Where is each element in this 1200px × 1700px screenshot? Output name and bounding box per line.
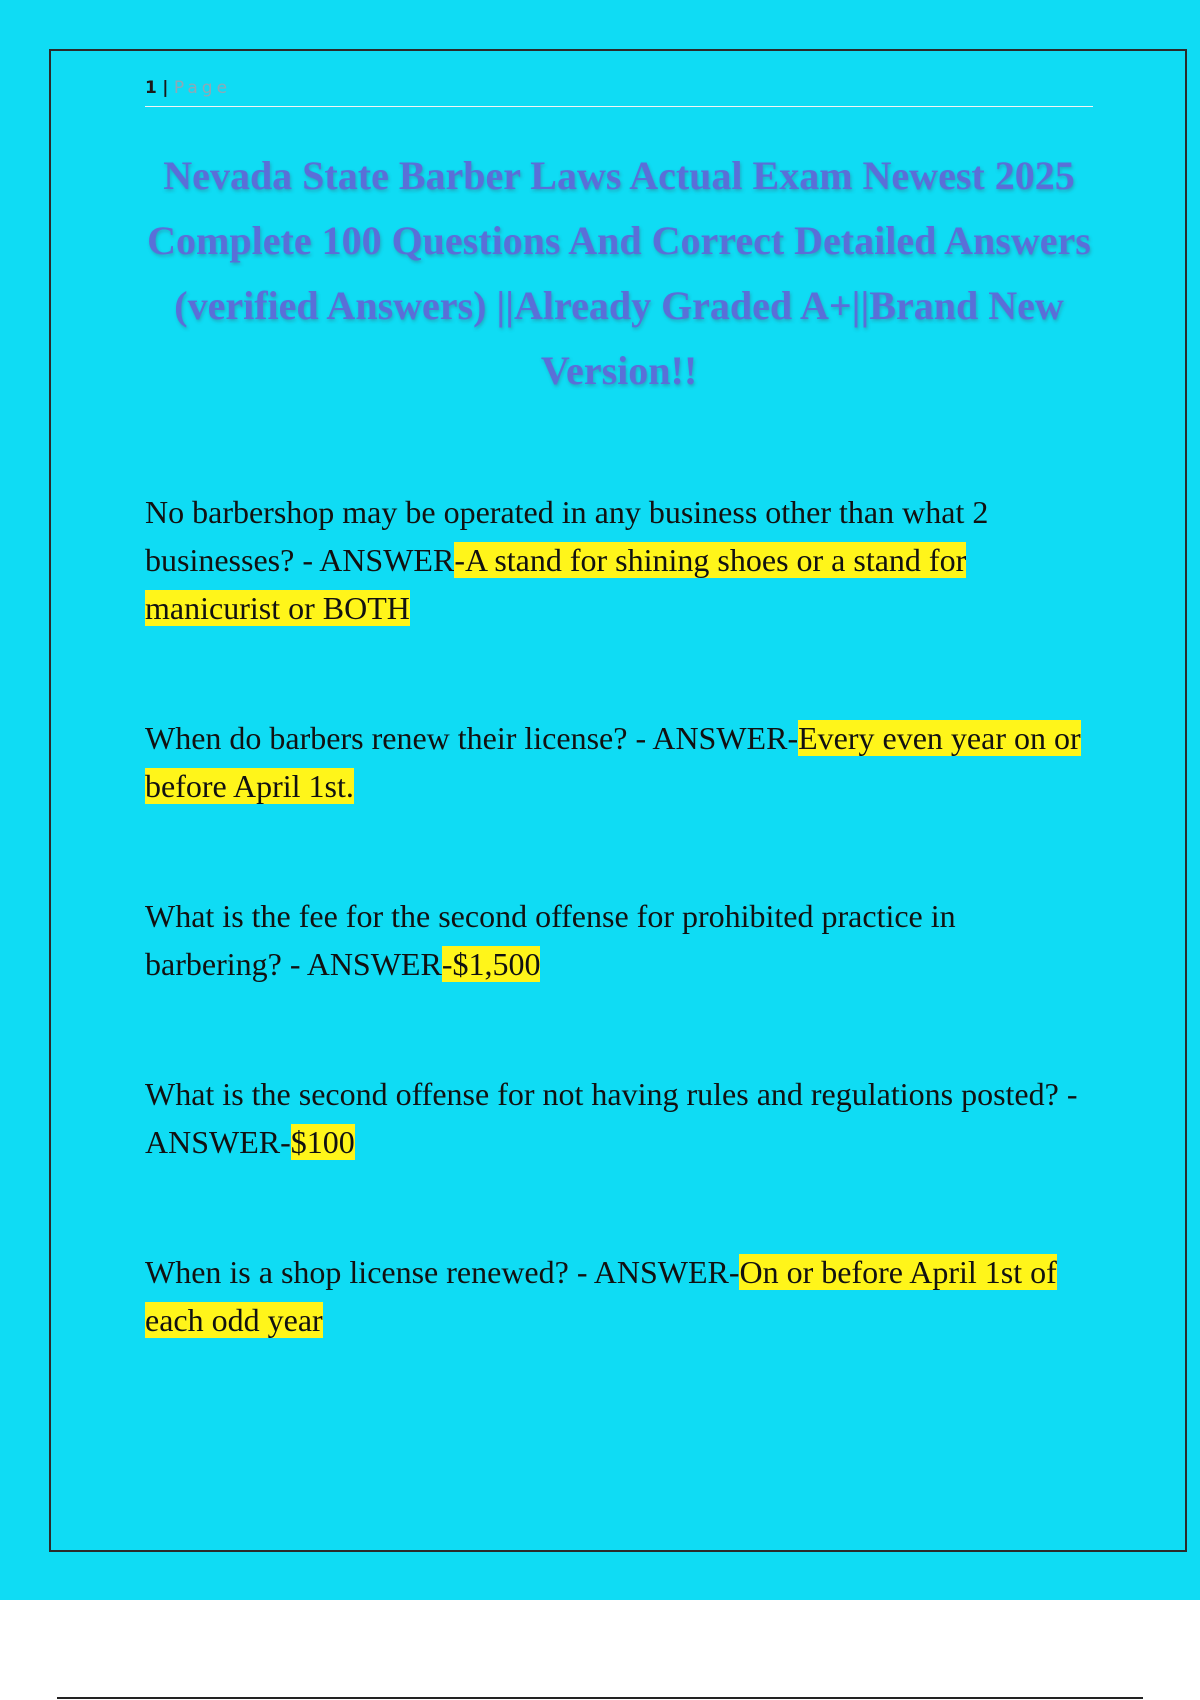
page-bottom-divider xyxy=(57,1697,1143,1699)
question-text: What is the fee for the second offense for prohibited practice in barbering? - ANSWER xyxy=(145,898,956,982)
question-text: When is a shop license renewed? - ANSWER- xyxy=(145,1254,740,1290)
question-text: What is the second offense for not having rules and regulations posted? - ANSWER- xyxy=(145,1076,1078,1160)
page-separator: | xyxy=(162,78,169,98)
qa-item-2 xyxy=(145,714,1095,810)
question-text: When do barbers renew their license? - ANSWER- xyxy=(145,720,799,756)
page-header xyxy=(145,76,1093,107)
document-title: Nevada State Barber Laws Actual Exam Newest 2025 Complete 100 Questions And Correct Detailed Answers (verified Answers) ||Already Graded A+||Brand New Version!! xyxy=(147,153,1091,393)
answer-highlight: On or before April 1st of each odd year xyxy=(145,1254,1057,1338)
qa-item-5 xyxy=(145,1248,1095,1344)
page-number: 1 xyxy=(145,78,157,98)
answer-highlight: -$1,500 xyxy=(441,946,541,982)
qa-item-3 xyxy=(145,892,1095,988)
question-text: No barbershop may be operated in any business other than what 2 businesses? - ANSWER xyxy=(145,494,989,578)
page-label: Page xyxy=(173,78,232,98)
answer-highlight: $100 xyxy=(290,1124,355,1160)
qa-list xyxy=(145,488,1095,1426)
qa-item-1 xyxy=(145,488,1095,632)
answer-highlight: Every even year on or before April 1st. xyxy=(145,720,1081,804)
answer-highlight: -A stand for shining shoes or a stand for manicurist or BOTH xyxy=(145,542,967,626)
qa-item-4 xyxy=(145,1070,1095,1166)
